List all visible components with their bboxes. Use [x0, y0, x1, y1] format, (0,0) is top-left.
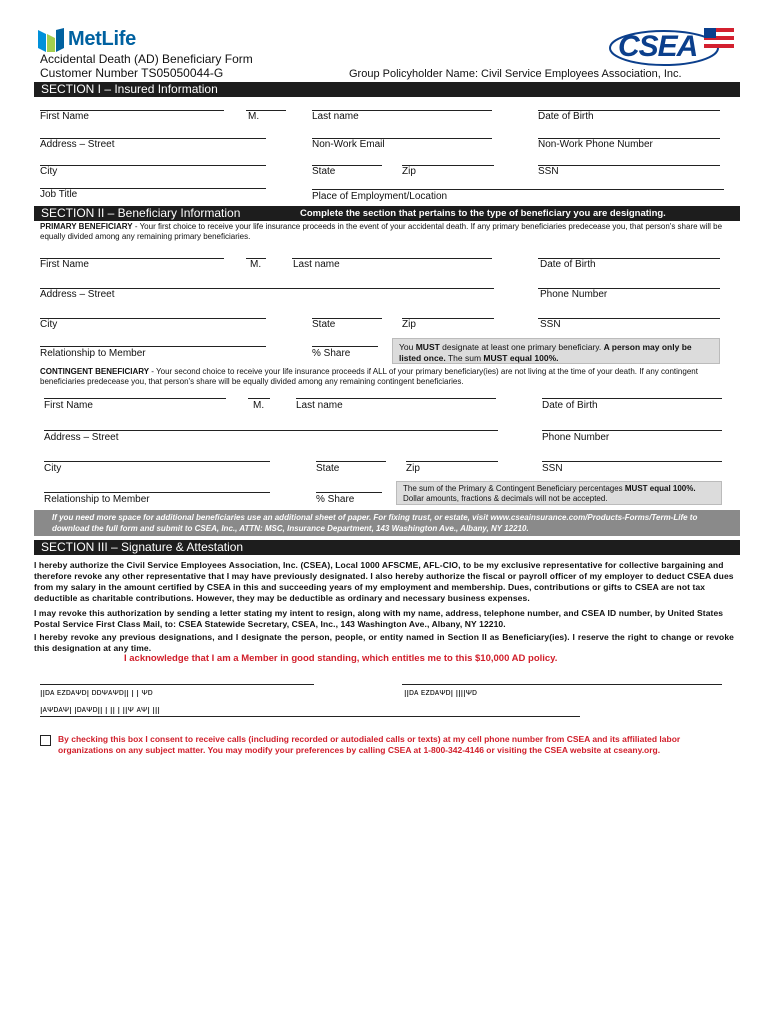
primary-city-label: City [40, 319, 58, 330]
csea-logo-text: CSEA [618, 30, 698, 63]
insured-mi-label: M. [248, 111, 260, 122]
primary-mi-label: M. [250, 259, 262, 270]
insured-zip-label: Zip [402, 166, 416, 177]
primary-beneficiary-text: - Your first choice to receive your life insurance proceeds in the event of your accidental death. If any primary beneficiaries predecease you, that person's share will be equally divided among any remaining primary beneficiaries. [40, 222, 723, 241]
section3-title: SECTION III – Signature & Attestation [34, 540, 740, 555]
contingent-dob-label: Date of Birth [542, 400, 598, 411]
additional-beneficiaries-text: If you need more space for additional beneficiaries use an additional sheet of paper. For fixing trust, or estate, visit www.cseainsurance.com/Products-Forms/Term-Life to download the full form and submit to CSEA, Inc., ATTN: MSC, Insurance Department, 143 Washington Ave., Albany, NY 12210. [52, 513, 698, 533]
insured-state-label: State [312, 166, 336, 177]
contingent-relationship-input[interactable] [44, 492, 270, 493]
section2-title-bar [34, 206, 740, 221]
contingent-zip-input[interactable] [406, 461, 498, 462]
primary-beneficiary-label: PRIMARY BENEFICIARY [40, 222, 133, 231]
primary-relationship-input[interactable] [40, 346, 266, 347]
consent-checkbox[interactable] [40, 735, 51, 746]
insured-ssn-input[interactable] [538, 165, 720, 166]
csea-logo [608, 26, 738, 66]
primary-state-label: State [312, 319, 336, 330]
primary-ssn-input[interactable] [538, 318, 720, 319]
primary-note-text-4: A person may only be listed once. [399, 342, 692, 363]
contingent-note-text-3: Dollar amounts, fractions & decimals will not be accepted. [403, 494, 608, 503]
contingent-share-input[interactable] [316, 492, 382, 493]
contingent-ssn-label: SSN [542, 463, 563, 474]
primary-note-text-6: MUST equal 100%. [483, 353, 559, 363]
insured-ssn-label: SSN [538, 166, 559, 177]
section2-title: SECTION II – Beneficiary Information [41, 206, 241, 220]
printed-name-label: ꞁᴀᴪᴅᴀᴪꞁ ꞁᴅᴀᴪᴅꞁꞁ ꞁ ꞁꞁ ꞁ ꞁꞁᴪ ᴀᴪꞁ ꞁꞁꞁ [40, 704, 160, 714]
contingent-phone-label: Phone Number [542, 432, 610, 443]
primary-share-input[interactable] [312, 346, 378, 347]
primary-relationship-label: Relationship to Member [40, 348, 146, 359]
additional-beneficiaries-banner [34, 510, 740, 536]
member-signature-input[interactable] [40, 684, 314, 685]
contingent-phone-input[interactable] [542, 430, 722, 431]
contingent-city-input[interactable] [44, 461, 270, 462]
metlife-logo [38, 28, 168, 52]
consent-text: By checking this box I consent to receive calls (including recorded or autodialed calls or texts) at my cell phone number from CSEA and its affiliated labor organizations on any subject matter. You may modify your preferences by calling CSEA at 1-800-342-4146 or visiting the CSEA website at cseany.org. [58, 734, 681, 755]
primary-dob-label: Date of Birth [540, 259, 596, 270]
metlife-logo-text: MetLife [68, 28, 136, 50]
contingent-beneficiary-intro [40, 367, 730, 387]
acknowledgement: I acknowledge that I am a Member in good standing, which entitles me to this $10,000 AD policy. [124, 653, 558, 664]
policyholder-name: Group Policyholder Name: Civil Service Employees Association, Inc. [349, 68, 682, 80]
contingent-relationship-label: Relationship to Member [44, 494, 150, 505]
contingent-zip-label: Zip [406, 463, 420, 474]
insured-place-label: Place of Employment/Location [312, 191, 448, 202]
insured-job-title-label: Job Title [40, 189, 78, 200]
primary-address-label: Address – Street [40, 289, 115, 300]
contingent-address-label: Address – Street [44, 432, 119, 443]
insured-phone-label: Non-Work Phone Number [538, 139, 653, 150]
contingent-city-label: City [44, 463, 62, 474]
date-signature-input[interactable] [402, 684, 722, 685]
contingent-last-name-input[interactable] [296, 398, 496, 399]
form-title: Accidental Death (AD) Beneficiary Form [40, 52, 253, 66]
contingent-first-name-label: First Name [44, 400, 93, 411]
contingent-note-text-2: MUST equal 100%. [624, 484, 696, 493]
primary-note-text-2: MUST [415, 342, 440, 352]
contingent-share-label: % Share [316, 494, 355, 505]
primary-last-name-label: Last name [293, 259, 340, 270]
primary-first-name-label: First Name [40, 259, 89, 270]
primary-ssn-label: SSN [540, 319, 561, 330]
insured-last-name-label: Last name [312, 111, 359, 122]
primary-phone-label: Phone Number [540, 289, 608, 300]
insured-city-input[interactable] [40, 165, 266, 166]
insured-email-label: Non-Work Email [312, 139, 385, 150]
printed-name-input[interactable] [40, 716, 580, 717]
primary-beneficiary-intro [40, 222, 730, 242]
date-signature-label: ꞁꞁᴅᴀ ᴇᴢᴅᴀᴪᴅꞁ ꞁꞁꞁꞁᴪᴅ [404, 687, 478, 697]
contingent-note [396, 481, 722, 505]
insured-city-label: City [40, 166, 58, 177]
insured-address-label: Address – Street [40, 139, 115, 150]
primary-note-text-5: The sum [445, 353, 484, 363]
contingent-address-input[interactable] [44, 430, 498, 431]
contingent-ssn-input[interactable] [542, 461, 722, 462]
insured-dob-label: Date of Birth [538, 111, 594, 122]
contingent-state-input[interactable] [316, 461, 386, 462]
section1-title: SECTION I – Insured Information [34, 82, 740, 97]
insured-place-input[interactable] [312, 189, 724, 190]
contingent-note-text-1: The sum of the Primary & Contingent Beneficiary percentages [403, 484, 625, 493]
section2-subtitle: Complete the section that pertains to the type of beneficiary you are designating. [300, 208, 666, 219]
contingent-beneficiary-label: CONTINGENT BENEFICIARY [40, 367, 150, 376]
attestation-paragraph-1: I hereby authorize the Civil Service Employees Association, Inc. (CSEA), Local 1000 AFSCME, AFL-CIO, to be my exclusive representative for collective bargaining and therefore revoke any other representative that I may have previously designated. I also hereby authorize the fiscal or payroll officer of my employer to deduct CSEA dues from my salary in the amount certified by CSEA in this and succeeding years of my employment and membership. Dues, contributions or gifts to CSEA are not tax deductible as charitable contributions. However, they may be deductible as ordinary and necessary business expenses. [34, 560, 734, 603]
metlife-logo-icon [38, 28, 64, 52]
attestation-paragraph-3: I hereby revoke any previous designations, and I designate the person, people, or entity named in Section II as Beneficiary(ies). I reserve the right to change or revoke this designation at any time. [34, 632, 734, 653]
member-signature-label: ꞁꞁᴅᴀ ᴇᴢᴅᴀᴪᴅꞁ ᴅᴅᴪᴀᴪᴅꞁꞁ ꞁ ꞁ ᴪᴅ [40, 687, 153, 697]
primary-share-label: % Share [312, 348, 351, 359]
contingent-beneficiary-text: - Your second choice to receive your life insurance proceeds if ALL of your primary beneficiary(ies) are not living at the time of your death. If any contingent beneficiaries predecease you, that person's share will be equally divided among any remaining contingent beneficiaries. [40, 367, 698, 386]
contingent-first-name-input[interactable] [44, 398, 226, 399]
contingent-last-name-label: Last name [296, 400, 343, 411]
attestation-paragraph-2: I may revoke this authorization by sending a letter stating my intent to resign, along with my name, address, telephone number, and CSEA ID number, by United States Postal Service First Class Mail, to: CSEA Statewide Secretary, CSEA, Inc., 143 Washington Ave., Albany, NY 12210. [34, 608, 724, 629]
contingent-dob-input[interactable] [542, 398, 722, 399]
primary-note [392, 338, 720, 364]
contingent-state-label: State [316, 463, 340, 474]
insured-first-name-label: First Name [40, 111, 89, 122]
primary-zip-label: Zip [402, 319, 416, 330]
primary-note-text-3: designate at least one primary beneficiary. [439, 342, 604, 352]
contingent-mi-label: M. [253, 400, 265, 411]
contingent-mi-input[interactable] [248, 398, 270, 399]
customer-number: Customer Number TS05050044-G [40, 66, 224, 80]
primary-note-text-1: You [399, 342, 416, 352]
primary-city-input[interactable] [40, 318, 266, 319]
